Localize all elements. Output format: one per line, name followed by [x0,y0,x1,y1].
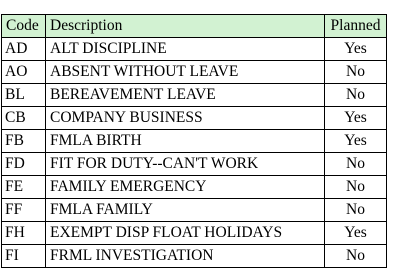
cell-code: BL [2,84,46,107]
table-row [2,222,387,245]
cell-description: BEREAVEMENT LEAVE [46,84,325,107]
cell-planned: No [325,245,387,268]
table-row [2,61,387,84]
cell-description: FMLA BIRTH [46,130,325,153]
cell-description: FMLA FAMILY [46,199,325,222]
cell-planned: Yes [325,222,387,245]
cell-description: ABSENT WITHOUT LEAVE [46,61,325,84]
table-row [2,176,387,199]
table-header-row [2,15,387,38]
column-header-description: Description [46,15,325,38]
cell-planned: Yes [325,130,387,153]
cell-code: FF [2,199,46,222]
cell-planned: Yes [325,107,387,130]
cell-code: FD [2,153,46,176]
column-header-planned: Planned [325,15,387,38]
table-row [2,245,387,268]
cell-description: COMPANY BUSINESS [46,107,325,130]
cell-description: FRML INVESTIGATION [46,245,325,268]
cell-description: FAMILY EMERGENCY [46,176,325,199]
cell-description: ALT DISCIPLINE [46,38,325,61]
cell-planned: Yes [325,38,387,61]
cell-code: FH [2,222,46,245]
cell-code: AO [2,61,46,84]
codes-table-container [1,14,387,268]
table-row [2,107,387,130]
table-row [2,38,387,61]
cell-code: FB [2,130,46,153]
table-row [2,153,387,176]
cell-planned: No [325,176,387,199]
cell-planned: No [325,84,387,107]
cell-code: AD [2,38,46,61]
table-row [2,199,387,222]
cell-planned: No [325,61,387,84]
cell-description: FIT FOR DUTY--CAN'T WORK [46,153,325,176]
cell-planned: No [325,153,387,176]
absence-codes-table [1,14,387,268]
table-row [2,84,387,107]
cell-code: CB [2,107,46,130]
cell-code: FI [2,245,46,268]
cell-code: FE [2,176,46,199]
cell-planned: No [325,199,387,222]
table-row [2,130,387,153]
cell-description: EXEMPT DISP FLOAT HOLIDAYS [46,222,325,245]
column-header-code: Code [2,15,46,38]
